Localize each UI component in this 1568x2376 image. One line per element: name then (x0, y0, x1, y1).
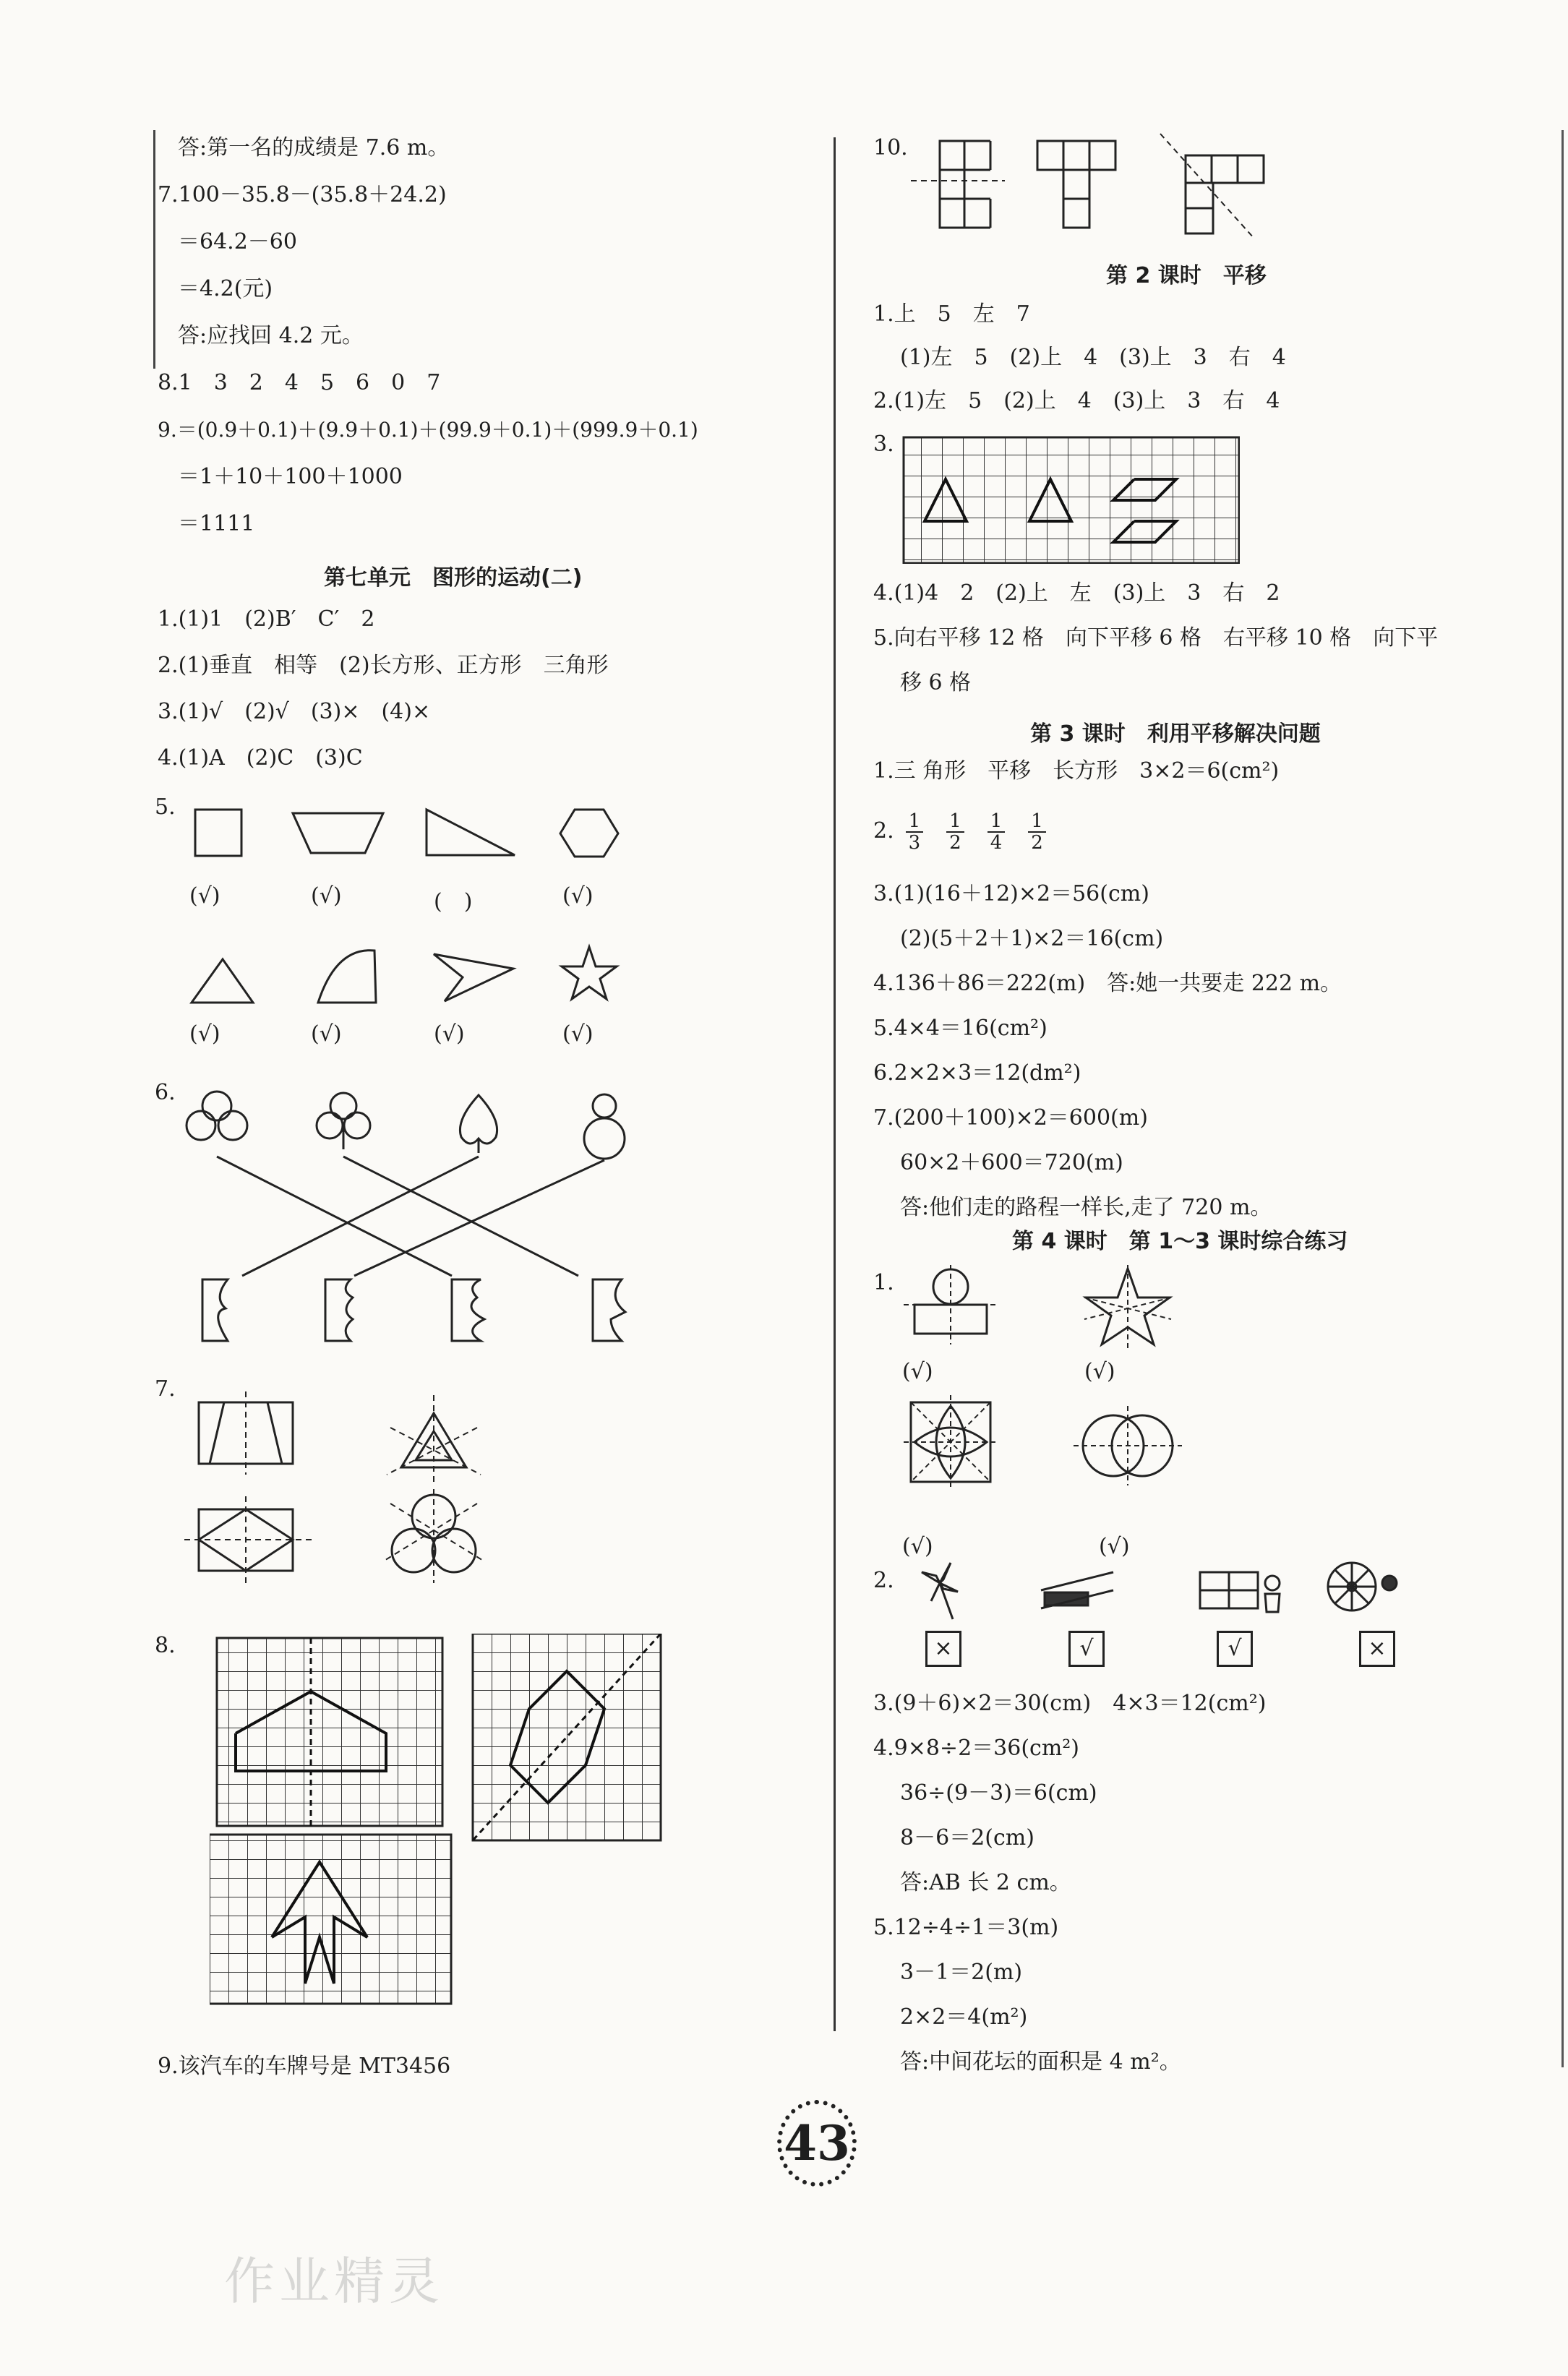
page-number (777, 2100, 857, 2187)
answer-line: 答:第一名的成绩是 7.6 m。 (178, 135, 450, 160)
lesson3-line: 答:他们走的路程一样长,走了 720 m。 (900, 1195, 1272, 1220)
q7-label: 7. (155, 1376, 176, 1402)
lesson3-line: 60×2＋600＝720(m) (900, 1150, 1123, 1175)
fraction-denominator: 3 (908, 832, 921, 854)
l4-q2-pictures (904, 1554, 1439, 1626)
left-margin-line (153, 130, 155, 369)
lesson2-q3-grid (900, 434, 1240, 564)
fraction-denominator: 2 (949, 832, 961, 854)
lesson3-q1: 1.三 角形 平移 长方形 3×2＝6(cm²) (873, 758, 1280, 784)
lesson4-line: 2×2＝4(m²) (900, 2004, 1028, 2030)
fraction (988, 811, 1006, 853)
lesson2-line: 移 6 格 (900, 670, 972, 695)
l4-q2-label: 2. (873, 1568, 894, 1593)
lesson4-line: 3－1＝2(m) (900, 1960, 1023, 1985)
lesson3-line: 4.136＋86＝222(m) 答:她一共要走 222 m。 (873, 971, 1342, 996)
q6-matching-figure (173, 1081, 651, 1355)
lesson4-line: 36÷(9－3)＝6(cm) (900, 1780, 1097, 1806)
q7-line: ＝4.2(元) (178, 276, 273, 301)
lesson4-line: 答:AB 长 2 cm。 (900, 1870, 1071, 1895)
lesson4-line: 8－6＝2(cm) (900, 1825, 1034, 1850)
lesson3-line: 6.2×2×3＝12(dm²) (873, 1060, 1081, 1086)
q5-mark: (√) (562, 1021, 594, 1047)
fraction (1028, 811, 1046, 853)
lesson2-line: (1)左 5 (2)上 4 (3)上 3 右 4 (900, 345, 1286, 370)
q5-mark: (√) (189, 1021, 220, 1047)
lesson3-q2 (873, 808, 1058, 854)
fraction-denominator: 4 (990, 832, 1003, 854)
lesson4-line: 3.(9＋6)×2＝30(cm) 4×3＝12(cm²) (873, 1691, 1267, 1716)
lesson3-title: 第 3 课时 利用平移解决问题 (1030, 721, 1321, 747)
q10-label: 10. (873, 135, 908, 160)
unit-q2: 2.(1)垂直 相等 (2)长方形、正方形 三角形 (158, 653, 609, 678)
lesson2-line: 4.(1)4 2 (2)上 左 (3)上 3 右 2 (873, 580, 1280, 606)
l4-q2-answer-box: × (1359, 1631, 1395, 1667)
l4-q1-figures (896, 1265, 1186, 1554)
l4-q1-mark: (√) (902, 1359, 933, 1384)
q9-line: ＝1＋10＋100＋1000 (178, 464, 403, 489)
lesson3-line: 5.4×4＝16(cm²) (873, 1016, 1048, 1041)
page-number-text: 43 (784, 2115, 850, 2171)
l4-q1-mark: (√) (902, 1534, 933, 1559)
lesson4-title: 第 4 课时 第 1～3 课时综合练习 (1012, 1229, 1348, 1254)
fraction-numerator: 1 (906, 811, 924, 833)
lesson3-line: 7.(200＋100)×2＝600(m) (873, 1105, 1148, 1131)
q5-shapes (181, 799, 651, 1052)
lesson4-line: 4.9×8÷2＝36(cm²) (873, 1736, 1080, 1761)
fraction (906, 811, 924, 853)
lesson4-line: 5.12÷4÷1＝3(m) (873, 1915, 1059, 1940)
q8-label: 8. (155, 1633, 176, 1658)
q9-line: 9.＝(0.9＋0.1)＋(9.9＋0.1)＋(99.9＋0.1)＋(999.9＋0.1) (158, 418, 698, 442)
q10-figure (904, 130, 1294, 246)
right-edge-line (1561, 130, 1564, 2067)
q5-mark: (√) (434, 1021, 465, 1047)
q7-line: ＝64.2－60 (178, 229, 297, 254)
q5-mark: (√) (189, 883, 220, 909)
lesson3-line: (2)(5＋2＋1)×2＝16(cm) (900, 926, 1164, 951)
q9-line: ＝1111 (178, 511, 255, 536)
fraction-numerator: 1 (988, 811, 1006, 833)
q5-mark: ( ) (434, 889, 473, 914)
lesson2-title: 第 2 课时 平移 (1106, 263, 1267, 288)
column-divider (834, 137, 836, 2031)
lesson2-q3-label: 3. (873, 432, 894, 457)
fraction-denominator: 2 (1031, 832, 1043, 854)
q7-symmetry-figure (181, 1388, 520, 1597)
fraction-numerator: 1 (1028, 811, 1046, 833)
l4-q1-label: 1. (873, 1270, 894, 1295)
q5-mark: (√) (562, 883, 594, 909)
lesson3-q2-label: 2. (873, 818, 894, 844)
q5-mark: (√) (311, 1021, 342, 1047)
q8-grid-figures (210, 1634, 687, 2038)
fraction-numerator: 1 (946, 811, 964, 833)
l4-q1-mark: (√) (1099, 1534, 1130, 1559)
page-number-ring (777, 2100, 857, 2187)
q7-answer: 答:应找回 4.2 元。 (178, 323, 364, 348)
lesson3-line: 3.(1)(16＋12)×2＝56(cm) (873, 881, 1149, 906)
unit-q1: 1.(1)1 (2)B′ C′ 2 (158, 606, 375, 632)
q9-answer: 9.该汽车的车牌号是 MT3456 (158, 2054, 451, 2079)
fraction (946, 811, 964, 853)
lesson2-line: 5.向右平移 12 格 向下平移 6 格 右平移 10 格 向下平 (873, 625, 1439, 651)
l4-q2-answer-box: √ (1068, 1631, 1105, 1667)
l4-q1-mark: (√) (1084, 1359, 1115, 1384)
unit-title: 第七单元 图形的运动(二) (324, 565, 583, 591)
l4-q2-answer-box: √ (1217, 1631, 1253, 1667)
q5-mark: (√) (311, 883, 342, 909)
unit-q4: 4.(1)A (2)C (3)C (158, 745, 363, 771)
q7-line: 7.100－35.8－(35.8＋24.2) (158, 182, 447, 207)
lesson2-line: 2.(1)左 5 (2)上 4 (3)上 3 右 4 (873, 388, 1280, 413)
watermark: 作业精灵 (224, 2252, 444, 2311)
lesson4-line: 答:中间花坛的面积是 4 m²。 (900, 2049, 1181, 2075)
q5-label: 5. (155, 794, 176, 820)
l4-q2-answer-box: × (925, 1631, 961, 1667)
unit-q3: 3.(1)√ (2)√ (3)× (4)× (158, 699, 431, 724)
q6-label: 6. (155, 1080, 176, 1105)
lesson2-line: 1.上 5 左 7 (873, 301, 1030, 327)
q8-line: 8.1 3 2 4 5 6 0 7 (158, 370, 441, 395)
